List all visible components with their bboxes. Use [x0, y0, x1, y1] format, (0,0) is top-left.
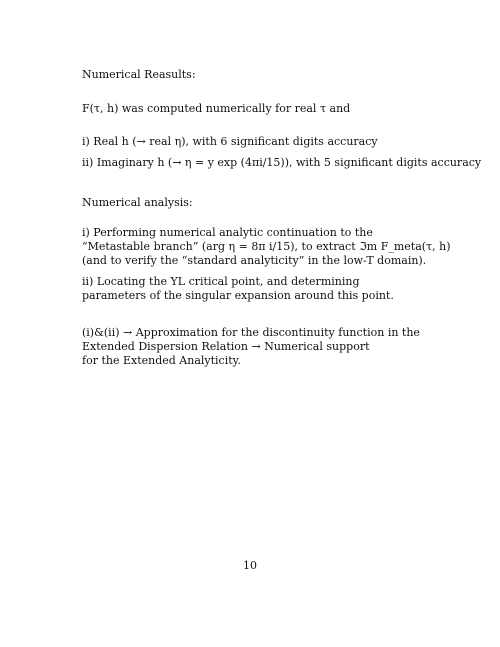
section-title-analysis: Numerical analysis:: [82, 196, 193, 209]
analysis-item2-line1: ii) Locating the YL critical point, and determining: [82, 275, 360, 288]
analysis-item1-line1: i) Performing numerical analytic continuation to the: [82, 226, 373, 239]
section-title-results: Numerical Reasults:: [82, 68, 196, 81]
results-item-imaginary: ii) Imaginary h (→ η = y exp (4πi/15)), with 5 significant digits accuracy: [82, 156, 482, 169]
conclusion-line1: (i)&(ii) → Approximation for the discontinuity function in the: [82, 326, 420, 339]
analysis-item1-line3: (and to verify the “standard analyticity” in the low-T domain).: [82, 254, 427, 267]
results-item-real: i) Real h (→ real η), with 6 significant digits accuracy: [82, 135, 378, 148]
page-number: 10: [243, 559, 257, 572]
results-intro: F(τ, h) was computed numerically for real τ and: [82, 102, 351, 115]
conclusion-line3: for the Extended Analyticity.: [82, 354, 241, 367]
analysis-item2-line2: parameters of the singular expansion around this point.: [82, 289, 394, 302]
analysis-item1-line2: “Metastable branch” (arg η = 8π i/15), to extract ℑm F_meta(τ, h): [82, 240, 451, 253]
conclusion-line2: Extended Dispersion Relation → Numerical support: [82, 340, 370, 353]
